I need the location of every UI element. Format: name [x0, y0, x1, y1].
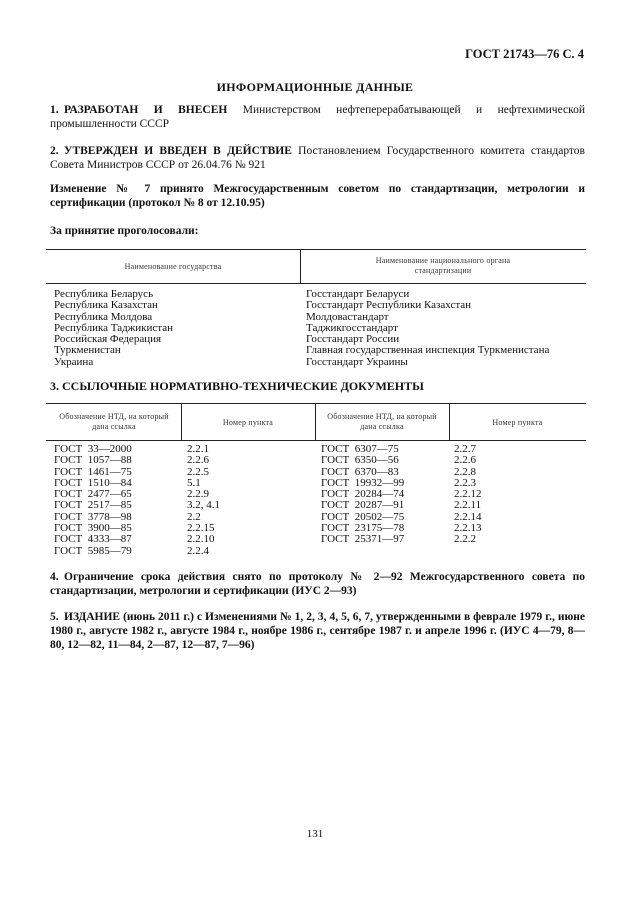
states-table-header-rule	[46, 283, 586, 284]
standards-body-name: Госстандарт Беларуси	[306, 288, 410, 300]
item-5-text: (июнь 2011 г.) с Изменениями № 1, 2, 3, 4, 5, 6, 7, утвержденными в феврале 1979 г., июне 1980 г., августе 1982 г., августе 1984 г., ноябре 1986 г., сентябре 1987 г. и апреле 1996 г. (ИУС 4—79, 8—80, 12—82, 11—84, 2—87, 12—87, 7—96)	[50, 611, 585, 651]
ntd-designation: ГОСТ 20284—74	[321, 488, 405, 501]
ntd-designation: ГОСТ 19932—99	[321, 476, 405, 489]
item-1-number: 1.	[50, 104, 59, 116]
refs-header-clause-right: Номер пункта	[492, 418, 543, 427]
item-2-bold: УТВЕРЖДЕН И ВВЕДЕН В ДЕЙСТВИЕ	[64, 145, 292, 157]
refs-header-clause-left: Номер пункта	[222, 418, 274, 427]
standards-body-name: Главная государственная инспекция Туркменистана	[306, 344, 550, 357]
states-table-top-rule	[46, 249, 586, 250]
page-header: ГОСТ 21743—76 С. 4	[465, 47, 584, 61]
item-2	[50, 144, 585, 172]
state-name: Российская Федерация	[54, 333, 162, 346]
ntd-designation: ГОСТ 25371—97	[321, 533, 405, 546]
clause-number: 2.2.10	[187, 533, 215, 546]
refs-table-top-rule	[46, 403, 586, 404]
states-header-state: Наименование государства	[124, 262, 222, 271]
section-3-title: 3. ССЫЛОЧНЫЕ НОРМАТИВНО-ТЕХНИЧЕСКИЕ ДОКУМЕНТЫ	[50, 379, 424, 393]
clause-number: 3.2, 4.1	[187, 499, 220, 512]
clause-number: 2.2.1	[187, 443, 209, 455]
page-number: 131	[306, 828, 324, 840]
state-name: Туркменистан	[54, 344, 121, 357]
state-name: Республика Молдова	[54, 310, 153, 323]
item-4-text: Ограничение срока действия снято по протоколу № 2—92 Межгосударственного совета по стандартизации, метрологии и сертификации (ИУС 2—93)	[50, 571, 585, 597]
state-name: Республика Таджикистан	[54, 321, 173, 334]
ntd-designation: ГОСТ 1057—88	[54, 454, 132, 467]
ntd-designation: ГОСТ 6307—75	[321, 443, 399, 455]
ntd-designation: ГОСТ 2517—85	[54, 499, 132, 512]
ntd-designation: ГОСТ 2477—65	[54, 488, 132, 501]
clause-number: 2.2.2	[454, 533, 476, 546]
refs-column-clause-left	[187, 444, 220, 557]
ntd-designation: ГОСТ 23175—78	[321, 522, 405, 535]
standards-body-name: Молдовастандарт	[306, 310, 389, 323]
item-4	[50, 570, 585, 598]
states-header-body: Наименование национального органа стандартизации	[375, 256, 511, 275]
ntd-designation: ГОСТ 4333—87	[54, 533, 132, 546]
refs-divider-2	[315, 403, 316, 440]
state-name: Республика Беларусь	[54, 288, 154, 300]
ntd-designation: ГОСТ 20287—91	[321, 499, 405, 512]
refs-column-ntd-right	[321, 444, 404, 546]
clause-number: 2.2.6	[454, 454, 476, 467]
ntd-designation: ГОСТ 3778—98	[54, 510, 132, 523]
item-2-number: 2.	[50, 145, 59, 157]
clause-number: 2.2.7	[454, 443, 476, 455]
ntd-designation: ГОСТ 1461—75	[54, 465, 132, 478]
item-2-text: Постановлением Государственного комитета стандартов Совета Министров СССР от 26.04.76 № 921	[50, 145, 585, 171]
standards-body-name: Госстандарт Украины	[306, 355, 408, 368]
state-name: Республика Казахстан	[54, 299, 158, 312]
ntd-designation: ГОСТ 1510—84	[54, 476, 132, 489]
clause-number: 2.2.11	[454, 499, 482, 512]
ntd-designation: ГОСТ 20502—75	[321, 510, 405, 523]
item-1	[50, 103, 585, 131]
state-name: Украина	[54, 355, 94, 368]
ntd-designation: ГОСТ 6350—56	[321, 454, 399, 467]
clause-number: 2.2.15	[187, 522, 215, 535]
clause-number: 2.2.13	[454, 522, 482, 535]
clause-number: 2.2.5	[187, 465, 209, 478]
item-4-number: 4.	[50, 571, 59, 583]
item-1-bold: РАЗРАБОТАН И ВНЕСЕН	[64, 104, 228, 116]
refs-column-ntd-left	[54, 444, 132, 557]
page-title: ИНФОРМАЦИОННЫЕ ДАННЫЕ	[216, 80, 414, 94]
clause-number: 2.2.14	[454, 510, 482, 523]
clause-number: 2.2.6	[187, 454, 209, 467]
refs-header-ntd-right: Обозначение НТД, на который дана ссылка	[327, 412, 437, 431]
refs-column-clause-right	[454, 444, 482, 546]
voted-label: За принятие проголосовали:	[50, 225, 199, 237]
ntd-designation: ГОСТ 5985—79	[54, 544, 132, 557]
ntd-designation: ГОСТ 33—2000	[54, 443, 132, 455]
standards-body-name: Госстандарт России	[306, 333, 400, 346]
clause-number: 2.2.12	[454, 488, 482, 501]
refs-header-ntd-left: Обозначение НТД, на который дана ссылка	[59, 412, 169, 431]
standards-body-name: Госстандарт Республики Казахстан	[306, 299, 472, 312]
clause-number: 2.2.8	[454, 465, 476, 478]
refs-table-header-rule	[46, 440, 586, 441]
item-5	[50, 610, 585, 652]
item-5-bold: ИЗДАНИЕ	[64, 611, 121, 623]
item-1-text: Министерством нефтеперерабатывающей и нефтехимической промышленности СССР	[50, 104, 585, 130]
clause-number: 5.1	[187, 476, 201, 489]
ntd-designation: ГОСТ 6370—83	[321, 465, 399, 478]
clause-number: 2.2.3	[454, 476, 476, 489]
amendment-note: Изменение № 7 принято Межгосударственным советом по стандартизации, метрологии и сертификации (протокол № 8 от 12.10.95)	[50, 183, 585, 209]
item-5-number: 5.	[50, 611, 59, 623]
ntd-designation: ГОСТ 3900—85	[54, 522, 132, 535]
clause-number: 2.2.4	[187, 544, 209, 557]
clause-number: 2.2	[187, 510, 201, 523]
states-column-body	[306, 289, 549, 368]
clause-number: 2.2.9	[187, 488, 209, 501]
states-column-state	[54, 289, 173, 368]
standards-body-name: Таджикгосстандарт	[306, 321, 398, 334]
